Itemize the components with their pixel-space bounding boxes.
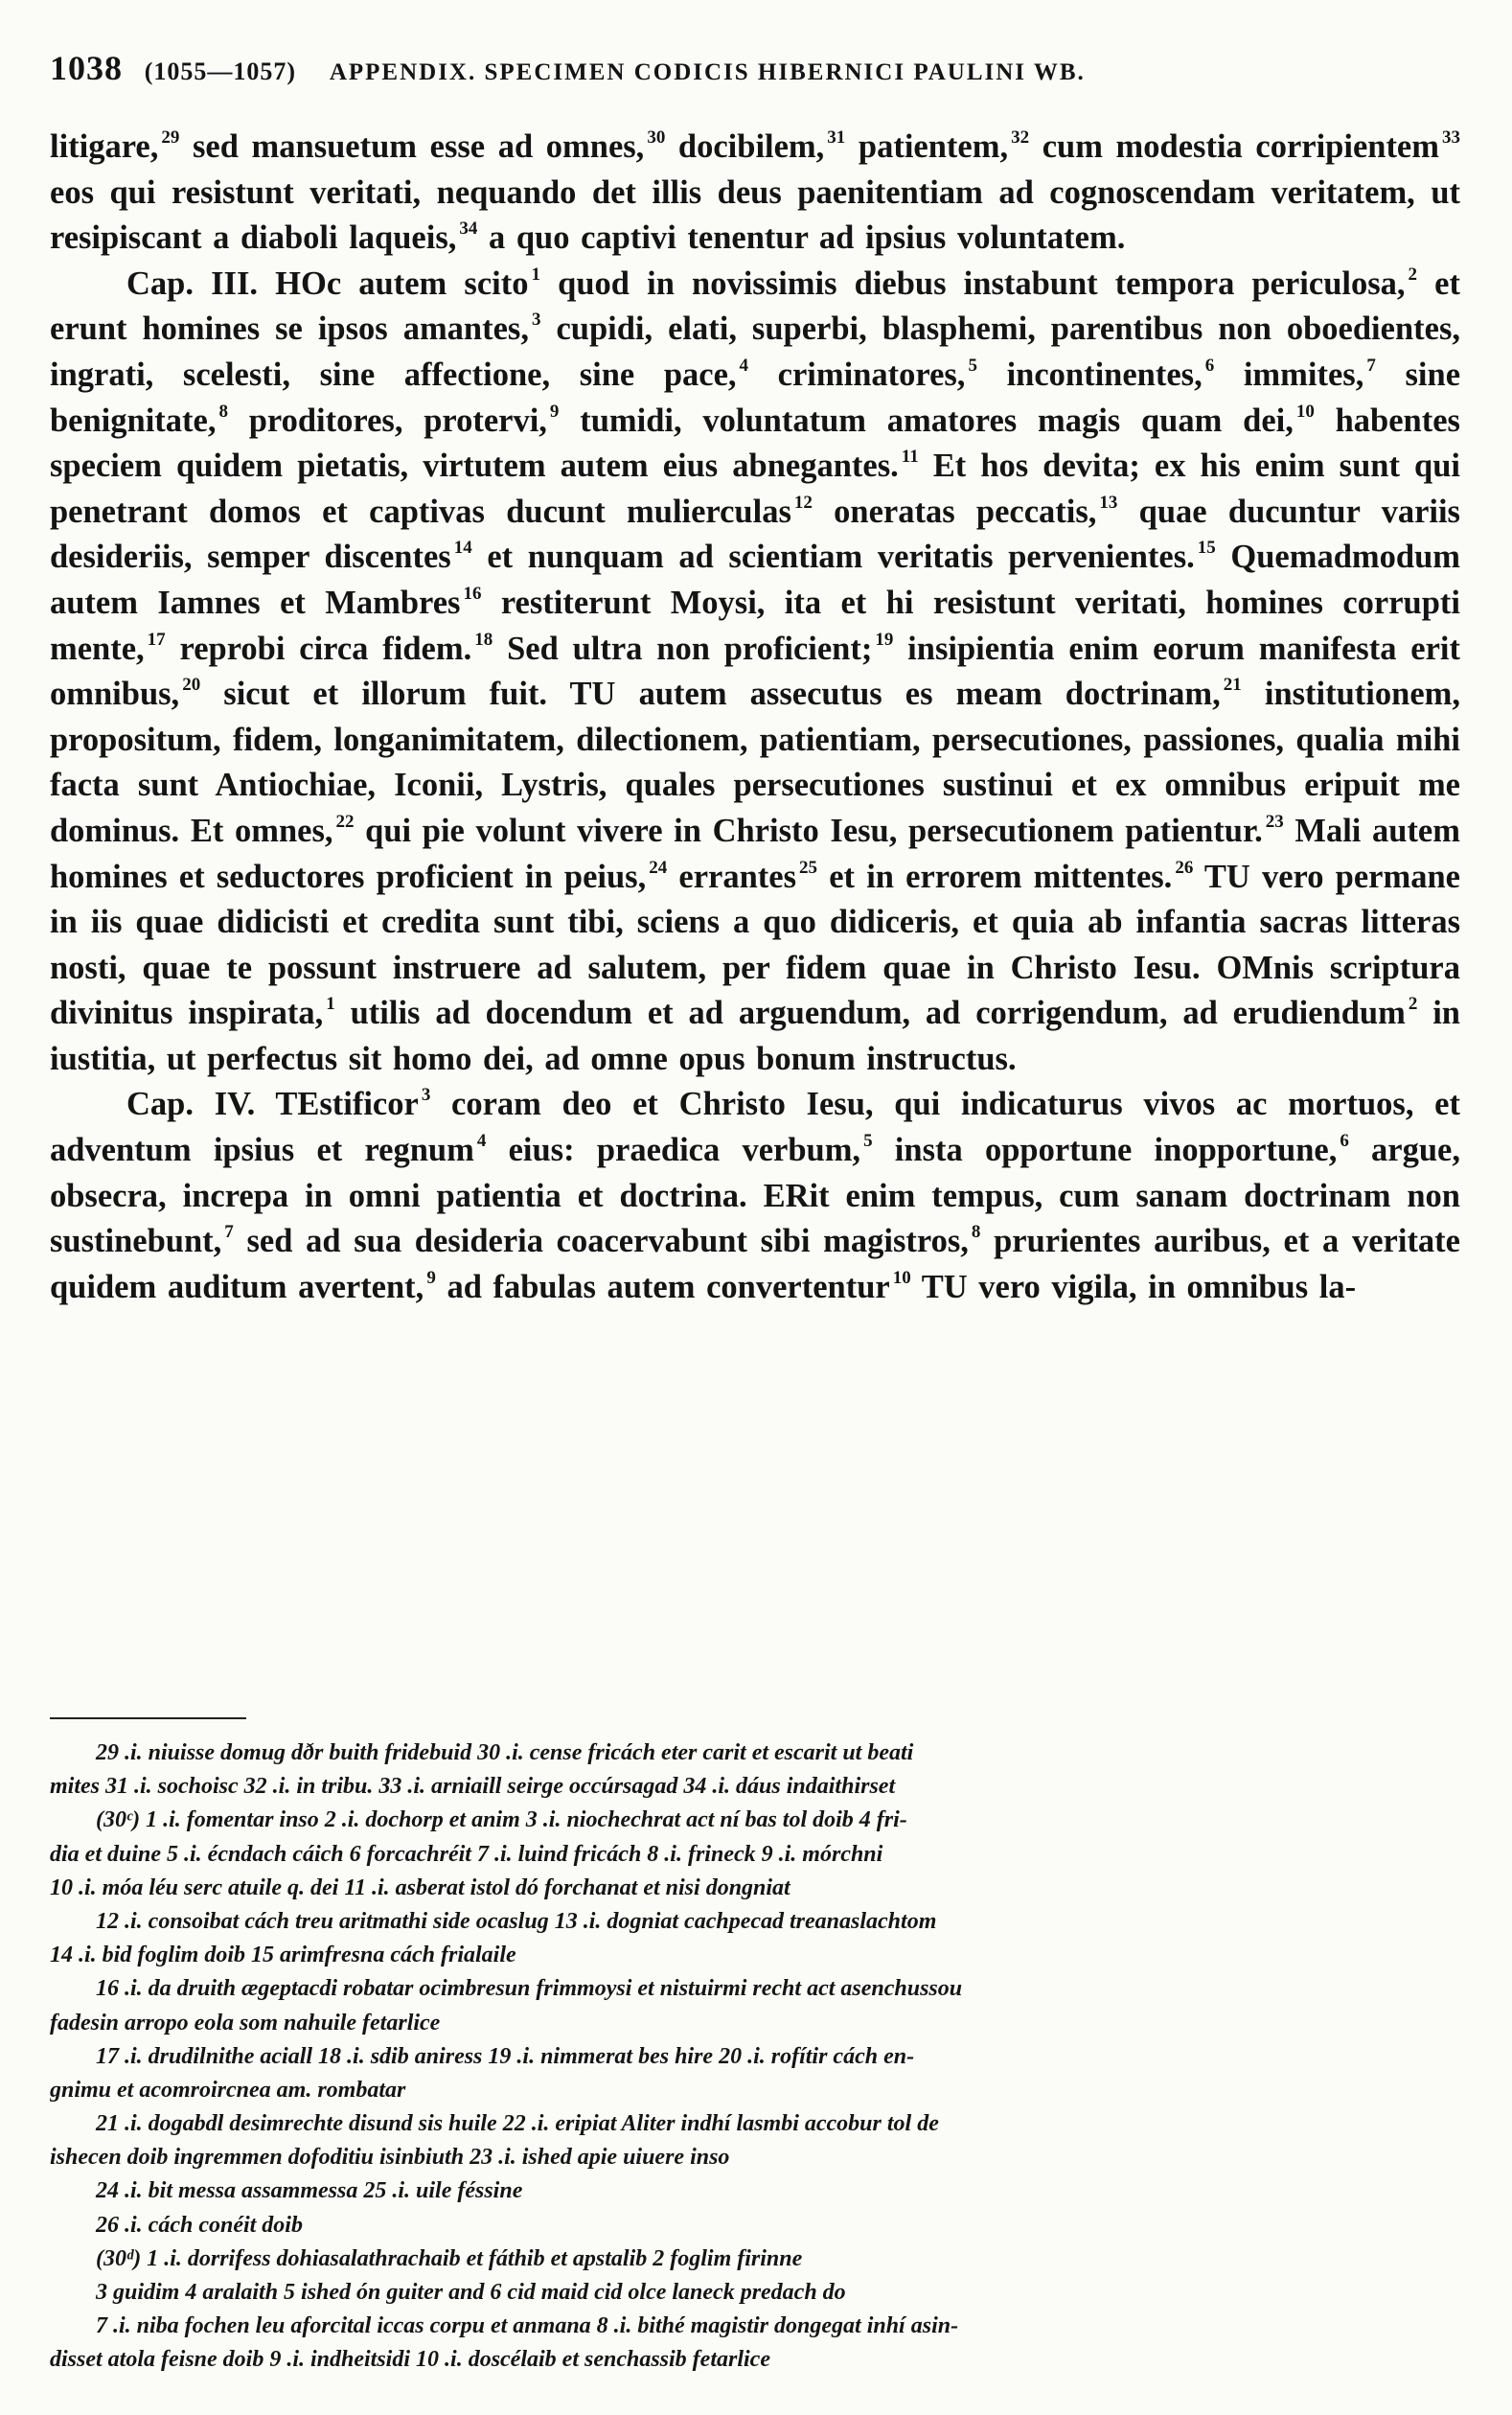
footnote-marker: 11	[901, 447, 919, 468]
footnote-line: dia et duine 5 .i. écndach cáich 6 forcachréit 7 .i. luind fricách 8 .i. frineck 9 .i. mórchni	[50, 1841, 883, 1867]
running-title: APPENDIX. SPECIMEN CODICIS HIBERNICI PAULINI WB.	[329, 59, 1086, 85]
footnote-marker: 14	[453, 538, 472, 559]
text-run: TU vero vigila, in omnibus la-	[910, 1268, 1357, 1305]
footnote-marker: 19	[875, 629, 894, 650]
main-text	[50, 125, 1460, 1310]
text-run: errantes	[667, 858, 797, 895]
footnote-marker: 1	[531, 264, 540, 285]
text-run: et in errorem mittentes.	[817, 858, 1173, 895]
footnote-marker: 26	[1175, 857, 1194, 878]
footnote-line: 26 .i. cách conéit doib	[96, 2212, 303, 2238]
paragraph	[50, 125, 1460, 262]
footnote-marker: 2	[1408, 264, 1418, 285]
text-run: restiterunt Moysi, ita et hi resistunt veritati, homines corrupti mente,	[50, 584, 1461, 667]
text-run: tumidi, voluntatum amatores magis quam dei,	[559, 402, 1294, 439]
text-run: eos qui resistunt veritati, nequando det illis deus paenitentiam ad cognoscendam veritatem, ut resipiscant a diaboli laqueis,	[50, 173, 1460, 257]
footnote-marker: 24	[649, 857, 668, 878]
page-number: 1038	[50, 49, 123, 87]
footnote-marker: 25	[799, 857, 818, 878]
footnote-line: 24 .i. bit messa assammessa 25 .i. uile féssine	[96, 2178, 523, 2204]
text-run: reprobi circa fidem.	[165, 630, 472, 667]
footnote-marker: 15	[1197, 538, 1216, 559]
text-run: coram deo et Christo Iesu, qui indicaturus vivos ac mortuos, et adventum ipsius et regnum	[50, 1086, 1460, 1169]
text-run: Mali autem homines et seductores proficient in peius,	[50, 812, 1460, 895]
text-run: insta opportune inopportune,	[872, 1132, 1338, 1169]
text-run: quod in novissimis diebus instabunt tempora periculosa,	[540, 264, 1406, 302]
footnote-line: 21 .i. dogabdl desimrechte disund sis huile 22 .i. eripiat Aliter indhí lasmbi accobur tol de	[96, 2111, 939, 2137]
footnote-marker: 17	[147, 629, 166, 650]
footnote-marker: 33	[1441, 127, 1460, 148]
footnote-marker: 1	[326, 994, 335, 1015]
footnote-marker: 12	[793, 492, 813, 513]
paragraph	[50, 262, 1460, 1083]
footnote-marker: 2	[1408, 994, 1418, 1015]
paragraph	[50, 1082, 1460, 1310]
text-run: Et hos devita; ex his enim sunt qui penetrant domos et captivas ducunt mulierculas	[50, 448, 1460, 530]
footnote-line: (30ᵈ) 1 .i. dorrifess dohiasalathrachaib et fáthib et apstalib 2 foglim firinne	[96, 2245, 803, 2271]
footnote-marker: 23	[1265, 811, 1284, 832]
footnote-line: 14 .i. bid foglim doib 15 arimfresna cách frialaile	[50, 1943, 516, 1968]
text-run: immites,	[1214, 356, 1364, 393]
footnote-line: 7 .i. niba fochen leu aforcital iccas corpu et anmana 8 .i. bithé magistir dongegat inhí asin-	[96, 2313, 959, 2339]
footnote-marker: 10	[892, 1267, 911, 1288]
footnote-marker: 9	[426, 1267, 436, 1288]
text-run: qui pie volunt vivere in Christo Iesu, persecutionem patientur.	[354, 812, 1263, 849]
text-run: argue, obsecra, increpa in omni patientia et doctrina. ERit enim tempus, cum sanam doctrinam non sustinebunt,	[50, 1132, 1460, 1260]
footnote-marker: 20	[182, 675, 201, 696]
text-run: incontinentes,	[976, 356, 1203, 393]
footnote-line: 10 .i. móa léu serc atuile q. dei 11 .i. asberat istol dó forchanat et nisi dongniat	[50, 1874, 790, 1900]
text-run: Cap. III. HOc autem scito	[126, 264, 529, 302]
text-run: et nunquam ad scientiam veritatis pervenientes.	[471, 539, 1195, 576]
text-run: oneratas peccatis,	[812, 493, 1097, 530]
text-run: cupidi, elati, superbi, blasphemi, parentibus non oboedientes, ingrati, scelesti, sine affectione, sine pace,	[50, 310, 1460, 393]
footnote-marker: 4	[739, 355, 749, 376]
footnote-marker: 5	[863, 1131, 873, 1152]
footnote-marker: 31	[827, 127, 846, 148]
footnote-marker: 6	[1340, 1131, 1349, 1152]
footnote-line: gnimu et acomroircnea am. rombatar	[50, 2077, 406, 2103]
footnote-marker: 13	[1099, 492, 1118, 513]
footnote-marker: 6	[1204, 355, 1215, 376]
text-run: insipientia enim eorum manifesta erit omnibus,	[50, 630, 1460, 713]
text-run: prurientes auribus, et a veritate quidem auditum avertent,	[50, 1223, 1460, 1305]
footnote-line: 29 .i. niuisse domug dðr buith fridebuid 30 .i. cense fricách eter carit et escarit ut beati	[96, 1740, 914, 1765]
footnote-line: disset atola feisne doib 9 .i. indheitsidi 10 .i. doscélaib et senchassib fetarlice	[50, 2347, 770, 2373]
page-range: (1055—1057)	[144, 58, 297, 85]
text-run: sed mansuetum esse ad omnes,	[179, 128, 645, 165]
text-run: litigare,	[50, 128, 159, 165]
footnote-marker: 30	[647, 127, 666, 148]
text-run: patientem,	[845, 128, 1009, 165]
footnotes	[50, 1736, 1460, 2378]
text-run: sine benignitate,	[50, 356, 1461, 439]
text-run: Quemadmodum autem Iamnes et Mambres	[50, 539, 1460, 621]
running-head	[50, 48, 1468, 88]
text-run: criminatores,	[748, 356, 966, 393]
footnote-marker: 16	[463, 583, 482, 604]
text-run: habentes speciem quidem pietatis, virtutem autem eius abnegantes.	[50, 402, 1460, 485]
text-run: TU vero permane in iis quae didicisti et credita sunt tibi, sciens a quo didiceris, et quia ab infantia sacras litteras nosti, quae te possunt instruere ad salutem, per fidem quae in Christo Iesu. OMnis scriptura divinitus inspirata,	[50, 858, 1460, 1032]
text-run: Sed ultra non proficient;	[493, 630, 873, 667]
text-run: eius: praedica verbum,	[486, 1132, 861, 1169]
text-run: quae ducuntur variis desideriis, semper discentes	[50, 493, 1460, 576]
footnote-marker: 34	[459, 218, 478, 240]
footnote-rule	[50, 1717, 246, 1719]
text-run: et erunt homines se ipsos amantes,	[50, 264, 1460, 348]
footnote-line: 3 guidim 4 aralaith 5 ished ón guiter and 6 cid maid cid olce laneck predach do	[96, 2280, 846, 2305]
footnote-marker: 3	[421, 1085, 431, 1106]
footnote-line: mites 31 .i. sochoisc 32 .i. in tribu. 33 .i. arniaill seirge occúrsagad 34 .i. dáus indaithirset	[50, 1774, 896, 1800]
footnote-marker: 3	[531, 310, 541, 331]
text-run: in iustitia, ut perfectus sit homo dei, ad omne opus bonum instructus.	[50, 995, 1460, 1077]
text-run: proditores, protervi,	[227, 402, 547, 439]
footnote-marker: 7	[1366, 355, 1376, 376]
footnote-marker: 22	[335, 811, 355, 832]
text-run: Cap. IV. TEstificor	[126, 1086, 419, 1123]
footnote-line: 17 .i. drudilnithe aciall 18 .i. sdib aniress 19 .i. nimmerat bes hire 20 .i. rofítir cách en-	[96, 2043, 915, 2069]
footnote-marker: 10	[1295, 401, 1315, 422]
text-run: sicut et illorum fuit. TU autem assecutus es meam doctrinam,	[200, 676, 1221, 713]
footnote-line: (30ᶜ) 1 .i. fomentar inso 2 .i. dochorp et anim 3 .i. niochechrat act ní bas tol doib 4 fri-	[96, 1807, 907, 1833]
footnote-line: ishecen doib ingremmen dofoditiu isinbiuth 23 .i. ished apie uiuere inso	[50, 2145, 730, 2171]
footnote-marker: 5	[968, 355, 977, 376]
footnote-marker: 4	[476, 1131, 487, 1152]
footnote-marker: 8	[971, 1222, 981, 1243]
footnote-marker: 32	[1011, 127, 1030, 148]
footnote-line: 12 .i. consoibat cách treu aritmathi side ocaslug 13 .i. dogniat cachpecad treanaslachtom	[96, 1908, 937, 1934]
text-run: utilis ad docendum et ad arguendum, ad corrigendum, ad erudiendum	[334, 995, 1406, 1032]
footnote-marker: 7	[224, 1222, 234, 1243]
footnote-marker: 9	[549, 401, 560, 422]
footnote-marker: 18	[474, 629, 493, 650]
text-run: sed ad sua desideria coacervabunt sibi magistros,	[233, 1223, 969, 1260]
footnote-marker: 29	[161, 127, 180, 148]
footnote-marker: 21	[1223, 675, 1242, 696]
text-run: ad fabulas autem convertentur	[435, 1268, 890, 1305]
footnote-line: 16 .i. da druith ægeptacdi robatar ocimbresun frimmoysi et nistuirmi recht act asenchussou	[96, 1976, 963, 2002]
text-run: cum modestia corripientem	[1029, 128, 1439, 165]
text-run: institutionem, propositum, fidem, longanimitatem, dilectionem, patientiam, persecutiones, passiones, qualia mihi facta sunt Antiochiae, Iconii, Lystris, quales persecutiones sustinui et ex omnibus eripuit me dominus. Et omnes,	[50, 676, 1460, 849]
footnote-line: fadesin arropo eola som nahuile fetarlice	[50, 2010, 441, 2036]
text-run: docibilem,	[665, 128, 825, 165]
text-run: a quo captivi tenentur ad ipsius voluntatem.	[477, 219, 1126, 257]
footnote-marker: 8	[218, 401, 228, 422]
